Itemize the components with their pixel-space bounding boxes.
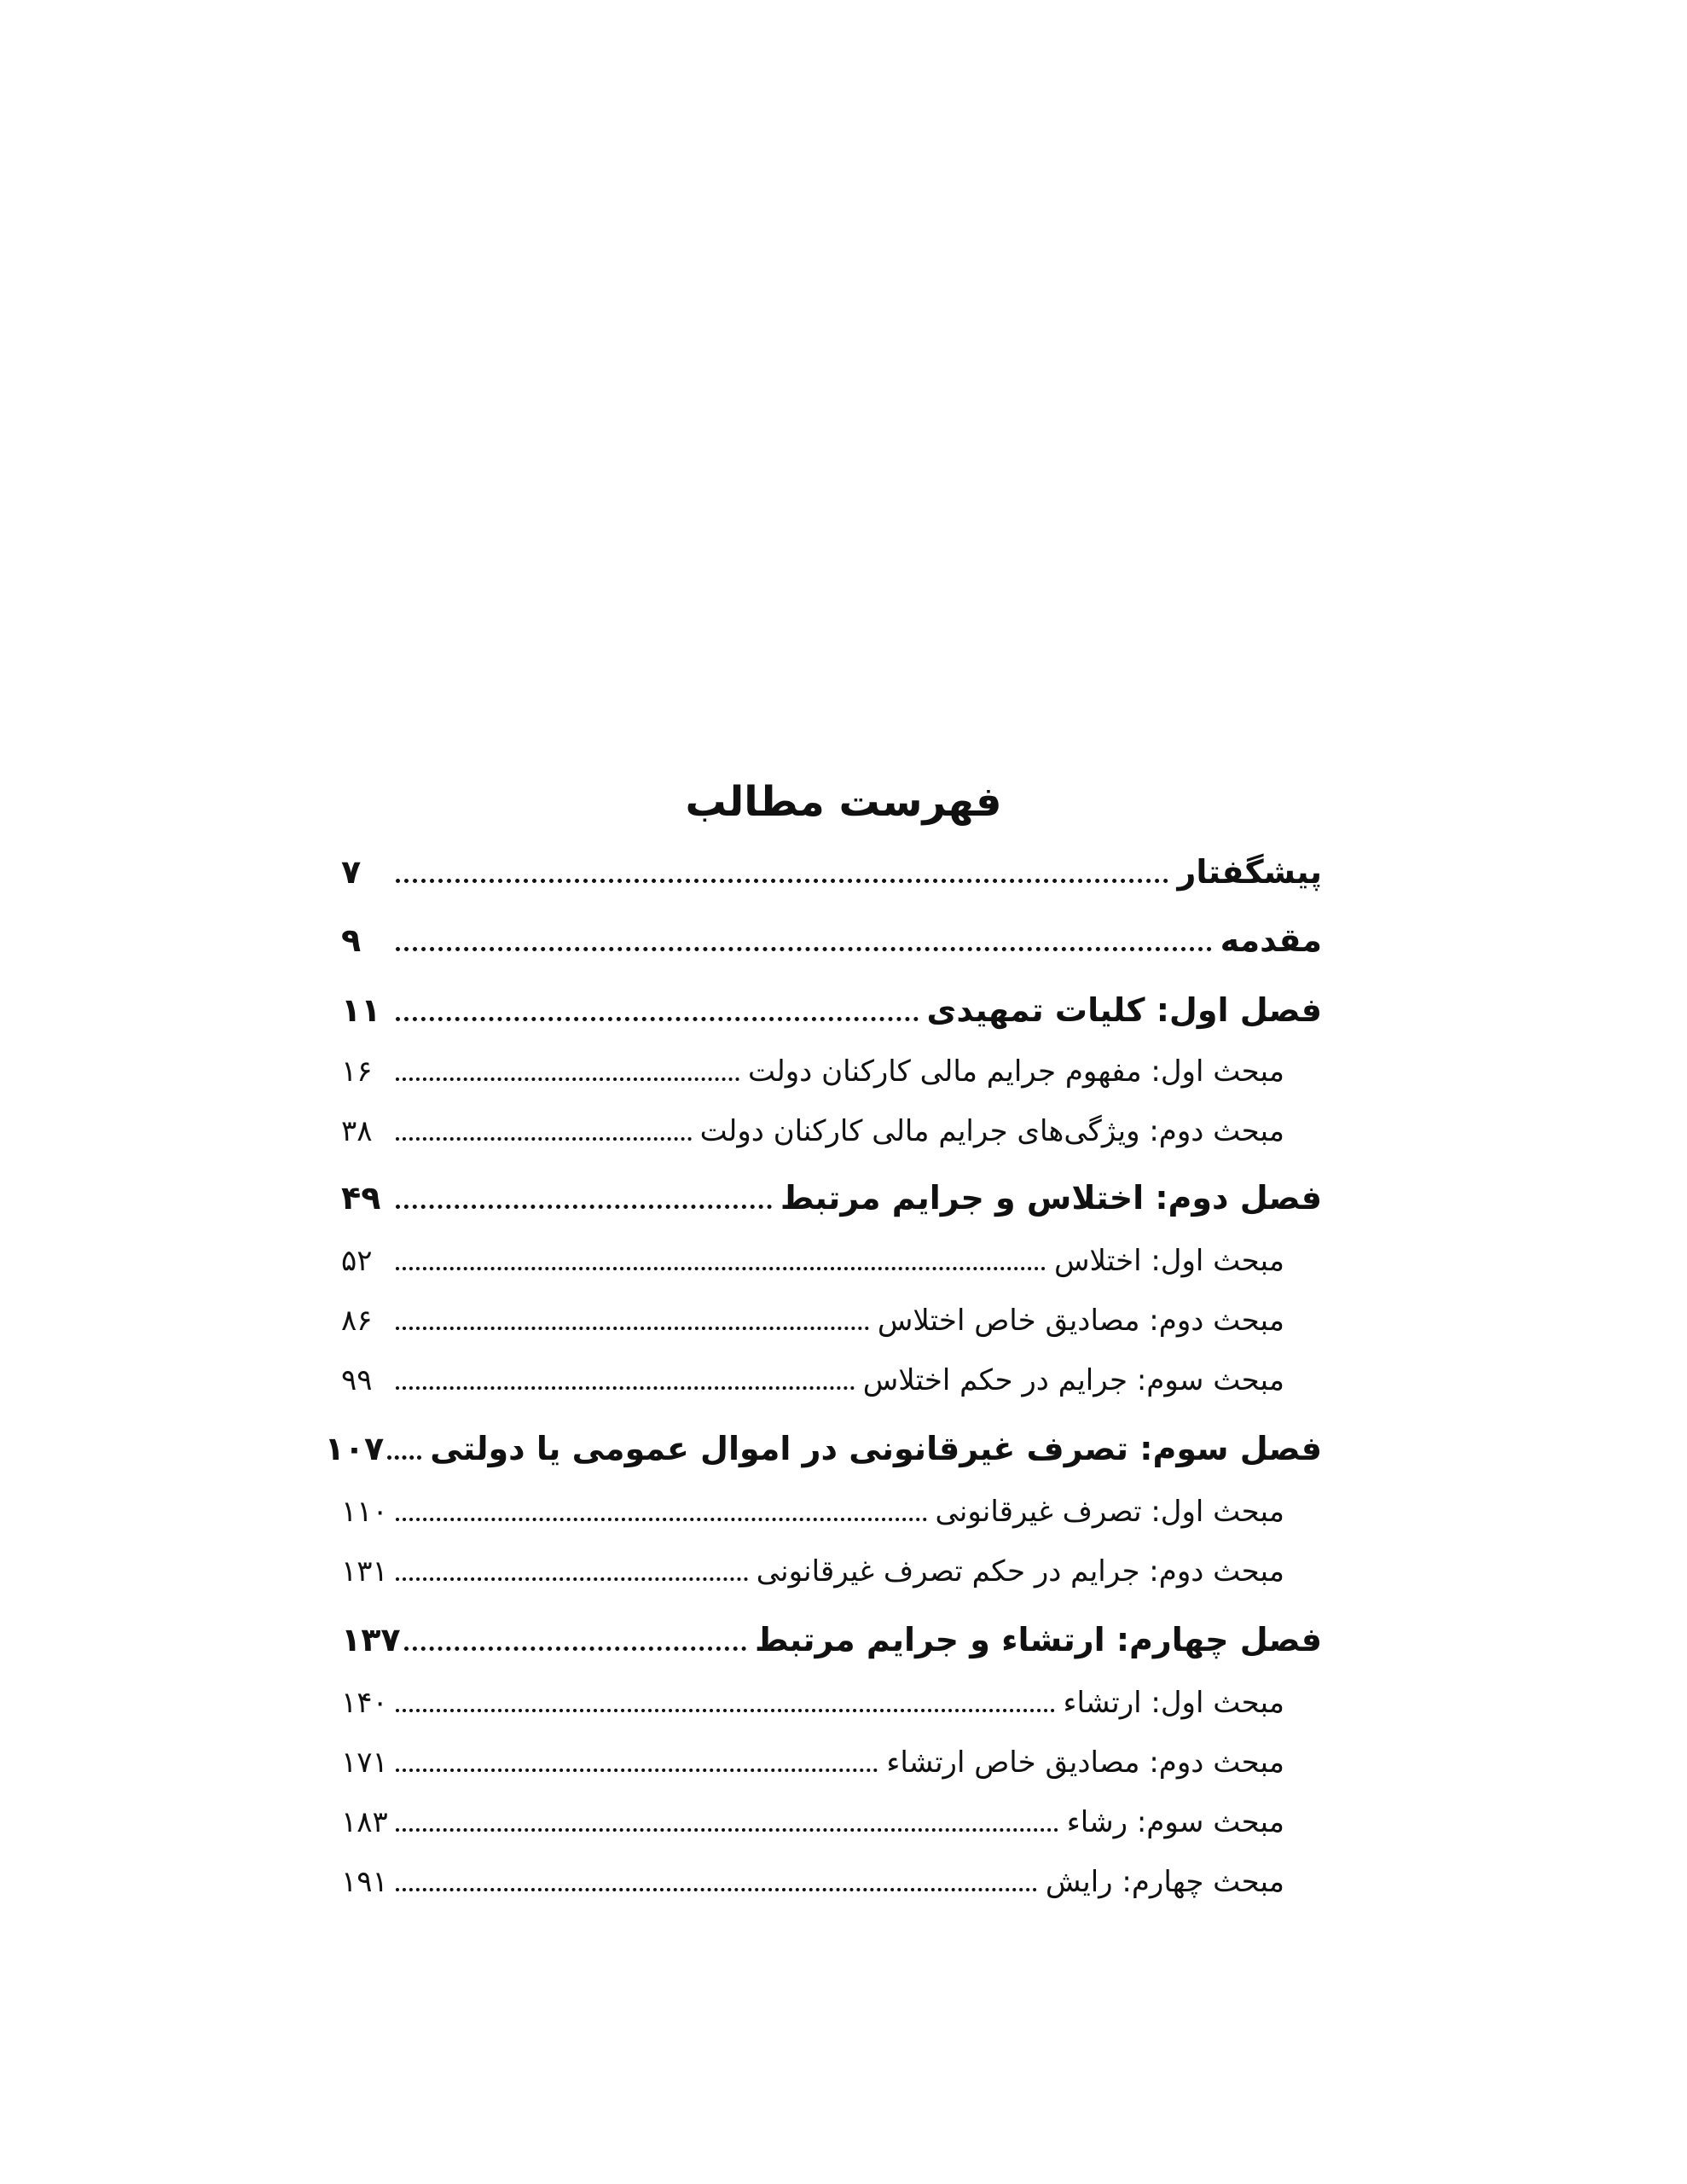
dot-leader: [396, 1327, 869, 1330]
toc-entry-chapter[interactable]: [341, 991, 1322, 1044]
toc-entry-page: ۸۶: [341, 1304, 373, 1338]
dot-leader: [396, 1888, 1037, 1891]
toc-entry-title: پیشگفتار: [1177, 853, 1322, 891]
toc-entry-chapter[interactable]: [341, 853, 1322, 906]
toc-entry-title: فصل سوم: تصرف غیرقانونی در اموال عمومی یا دولتی: [430, 1430, 1322, 1467]
toc-entry-title: مبحث اول: ارتشاء: [1063, 1686, 1284, 1720]
dot-leader: [396, 1769, 878, 1772]
dot-leader: [396, 1017, 919, 1021]
toc-entry-title: فصل اول: کلیات تمهیدی: [926, 991, 1322, 1029]
toc-entry-title: مبحث دوم: جرایم در حکم تصرف غیرقانونی: [756, 1554, 1284, 1589]
toc-entry-page: ۱۴۰: [341, 1686, 388, 1720]
dot-leader: [396, 1267, 1046, 1270]
toc-entry-page: ۴۹: [341, 1179, 381, 1217]
dot-leader: [396, 1828, 1058, 1832]
toc-entry-title: مبحث دوم: ویژگی‌های جرایم مالی کارکنان دولت: [699, 1114, 1284, 1148]
toc-entry-page: ۱۳۱: [341, 1554, 388, 1589]
toc-entry-page: ۷: [341, 853, 362, 891]
toc-entry-page: ۱۳۷: [341, 1621, 401, 1658]
toc-entry-section[interactable]: [341, 1363, 1322, 1416]
dot-leader: [396, 1137, 692, 1141]
toc-entry-title: مبحث چهارم: رایش: [1045, 1865, 1284, 1899]
toc-entry-section[interactable]: [341, 1495, 1322, 1548]
toc-entry-chapter[interactable]: [341, 1621, 1322, 1674]
toc-entry-title: مبحث سوم: جرایم در حکم اختلاس: [862, 1363, 1284, 1397]
dot-leader: [396, 1709, 1055, 1712]
dot-leader: [396, 947, 1212, 951]
toc-entry-title: مبحث اول: تصرف غیرقانونی: [935, 1495, 1284, 1529]
dot-leader: [396, 1386, 855, 1390]
toc-entry-page: ۱۶: [341, 1054, 373, 1089]
toc-entry-section[interactable]: [341, 1686, 1322, 1739]
toc-entry-title: مبحث سوم: رشاء: [1066, 1805, 1284, 1839]
toc-entry-page: ۹۹: [341, 1363, 373, 1397]
toc-entry-section[interactable]: [341, 1805, 1322, 1858]
toc-entry-page: ۳۸: [341, 1114, 373, 1148]
toc-entry-chapter[interactable]: [341, 1179, 1322, 1232]
toc-entry-page: ۱۹۱: [341, 1865, 388, 1899]
toc-entry-page: ۹: [341, 921, 362, 959]
dot-leader: [396, 1577, 748, 1581]
toc-entry-section[interactable]: [341, 1304, 1322, 1356]
toc-entry-section[interactable]: [341, 1745, 1322, 1798]
toc-entry-page: ۱۸۳: [341, 1805, 388, 1839]
toc-entry-chapter[interactable]: [324, 1430, 1322, 1483]
toc-entry-page: ۵۲: [341, 1244, 373, 1278]
dot-leader: [387, 1455, 421, 1460]
toc-entry-section[interactable]: [341, 1054, 1322, 1107]
toc-entry-page: ۱۱۰: [341, 1495, 388, 1529]
toc-entry-title: فصل دوم: اختلاس و جرایم مرتبط: [780, 1179, 1322, 1217]
dot-leader: [396, 879, 1168, 883]
toc-entry-section[interactable]: [341, 1865, 1322, 1918]
toc-entry-title: مبحث اول: اختلاس: [1054, 1244, 1284, 1278]
dot-leader: [396, 1518, 927, 1521]
toc-entry-title: فصل چهارم: ارتشاء و جرایم مرتبط: [755, 1621, 1322, 1658]
toc-entry-page: ۱۰۷: [324, 1430, 385, 1467]
dot-leader: [396, 1077, 739, 1081]
toc-entry-title: مبحث دوم: مصادیق خاص اختلاس: [877, 1304, 1284, 1338]
toc-entry-section[interactable]: [341, 1244, 1322, 1297]
toc-entry-section[interactable]: [341, 1114, 1322, 1167]
dot-leader: [396, 1205, 772, 1209]
toc-entry-chapter[interactable]: [341, 921, 1322, 974]
page-title: فهرست مطالب: [685, 778, 1002, 826]
toc-entry-title: مبحث اول: مفهوم جرایم مالی کارکنان دولت: [748, 1054, 1284, 1089]
toc-entry-page: ۱۷۱: [341, 1745, 388, 1780]
toc-entry-title: مقدمه: [1220, 921, 1322, 959]
toc-entry-title: مبحث دوم: مصادیق خاص ارتشاء: [886, 1745, 1284, 1780]
dot-leader: [404, 1647, 746, 1651]
toc-entry-page: ۱۱: [341, 991, 381, 1029]
toc-entry-section[interactable]: [341, 1554, 1322, 1607]
